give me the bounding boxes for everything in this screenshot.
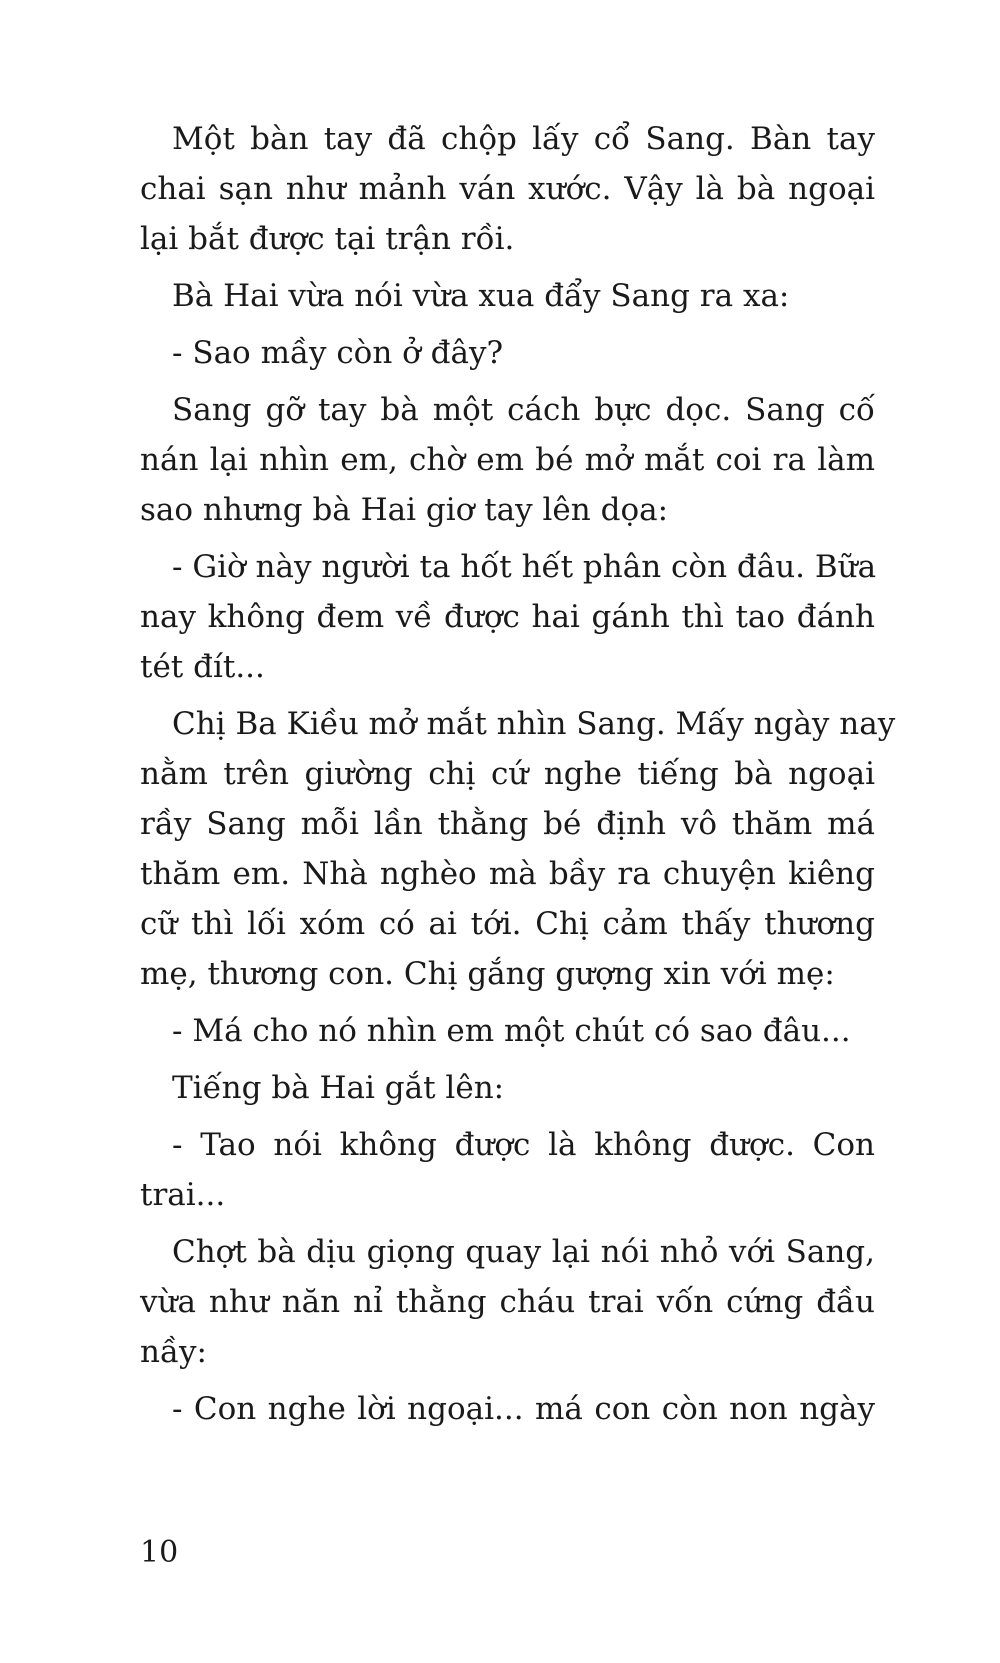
text-line: nán lại nhìn em, chờ em bé mở mắt coi ra làm — [140, 442, 875, 478]
text-line: nằm trên giường chị cứ nghe tiếng bà ngoại — [140, 756, 875, 792]
text-line: - Giờ này người ta hốt hết phân còn đâu. Bữa — [172, 549, 877, 585]
text-line: chai sạn như mảnh ván xước. Vậy là bà ngoại — [140, 171, 875, 207]
text-line: sao nhưng bà Hai giơ tay lên dọa: — [140, 492, 669, 528]
page-number: 10 — [140, 1535, 179, 1570]
text-line: mẹ, thương con. Chị gắng gượng xin với mẹ: — [140, 956, 835, 992]
paragraph — [140, 1006, 875, 1056]
paragraph — [140, 385, 875, 535]
text-line: nầy: — [140, 1334, 207, 1370]
text-line: Một bàn tay đã chộp lấy cổ Sang. Bàn tay — [172, 121, 875, 157]
text-line: Tiếng bà Hai gắt lên: — [172, 1070, 505, 1106]
paragraph — [140, 1227, 875, 1377]
text-line: nay không đem về được hai gánh thì tao đánh — [140, 599, 875, 635]
paragraph — [140, 328, 875, 378]
text-line: - Sao mầy còn ở đây? — [172, 335, 504, 371]
paragraph — [140, 271, 875, 321]
paragraph — [140, 1384, 875, 1434]
paragraph — [140, 114, 875, 264]
text-line: rầy Sang mỗi lần thằng bé định vô thăm má — [140, 806, 875, 842]
text-line: Chợt bà dịu giọng quay lại nói nhỏ với Sang, — [172, 1234, 875, 1270]
paragraph — [140, 699, 896, 999]
body-text — [140, 114, 896, 1434]
text-line: - Con nghe lời ngoại... má con còn non ngày — [172, 1391, 875, 1427]
text-line: thăm em. Nhà nghèo mà bầy ra chuyện kiêng — [140, 856, 875, 892]
text-line: vừa như năn nỉ thằng cháu trai vốn cứng đầu — [140, 1284, 875, 1320]
text-line: - Má cho nó nhìn em một chút có sao đâu... — [172, 1013, 851, 1049]
text-line: lại bắt được tại trận rồi. — [140, 221, 515, 257]
text-line: trai... — [140, 1177, 226, 1213]
text-line: cữ thì lối xóm có ai tới. Chị cảm thấy thương — [140, 906, 875, 942]
text-line: Bà Hai vừa nói vừa xua đẩy Sang ra xa: — [172, 278, 790, 314]
text-line: Sang gỡ tay bà một cách bực dọc. Sang cố — [172, 392, 875, 428]
paragraph — [140, 1120, 875, 1220]
paragraph — [140, 542, 875, 692]
text-line: - Tao nói không được là không được. Con — [172, 1127, 875, 1163]
paragraph — [140, 1063, 875, 1113]
text-line: tét đít... — [140, 649, 265, 685]
text-line: Chị Ba Kiều mở mắt nhìn Sang. Mấy ngày nay — [172, 706, 896, 742]
